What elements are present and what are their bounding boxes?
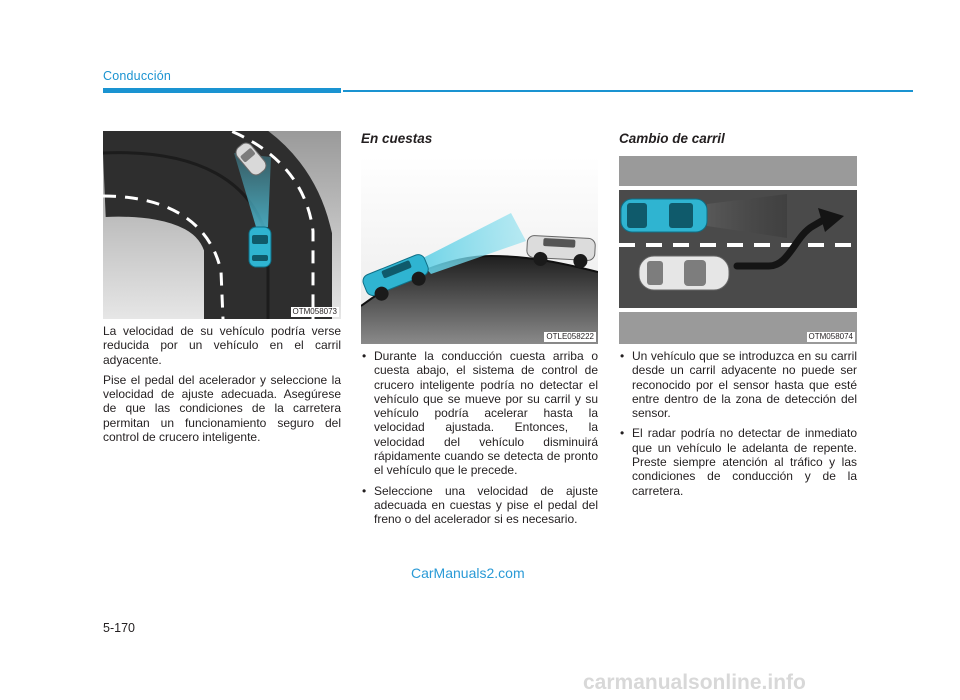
paragraph: Pise el pedal del acelerador y seleccione la velocidad de ajuste adecuada. Asegúrese de que las condiciones de la carretera permitan un funcionamiento seguro del control de crucero inteligente. [103,372,341,445]
figure-code: OTM058074 [808,332,853,341]
figure-code: OTM058073 [292,307,337,316]
paragraph: La velocidad de su vehículo podría verse reducida por un vehículo en el carril adyacente. [103,324,341,367]
col2-text [361,349,598,533]
heading-en-cuestas: En cuestas [361,131,433,146]
bullet-item: • Un vehículo que se introduzca en su carril desde un carril adyacente no puede ser reconocido por el sensor hasta que esté entre dentro de la zona de detección del sensor. [619,349,857,420]
bullet-item: • Durante la conducción cuesta arriba o cuesta abajo, el sistema de control de crucero inteligente podría no detectar el vehículo que se mueve por su carril y su vehículo podría acelerar hasta la velocidad ajustada. Entonces, la velocidad del vehículo disminuirá rápidamente cuando se detecta de pronto el vehículo que le precede. [361,349,598,478]
watermark-site[interactable]: carmanualsonline.info [583,671,806,694]
watermark-link[interactable]: CarManuals2.com [411,565,525,581]
figure-slopes [361,156,598,344]
header-rule-thick [103,88,341,93]
heading-cambio-de-carril: Cambio de carril [619,131,725,146]
figure-code: OTLE058222 [546,332,594,341]
page-number: 5-170 [103,621,135,635]
bullet-item: • Seleccione una velocidad de ajuste adecuada en cuestas y pise el pedal del freno o del acelerador si es necesario. [361,484,598,527]
section-title: Conducción [103,69,172,83]
col3-text [619,349,857,504]
figure-lane-change [619,156,857,344]
col1-text [103,324,341,450]
header-rule-thin [343,90,913,92]
figure-curve-road [103,131,341,319]
bullet-item: • El radar podría no detectar de inmediato que un vehículo le adelanta de repente. Preste siempre atención al tráfico y las condiciones de conducción y de la carretera. [619,426,857,497]
